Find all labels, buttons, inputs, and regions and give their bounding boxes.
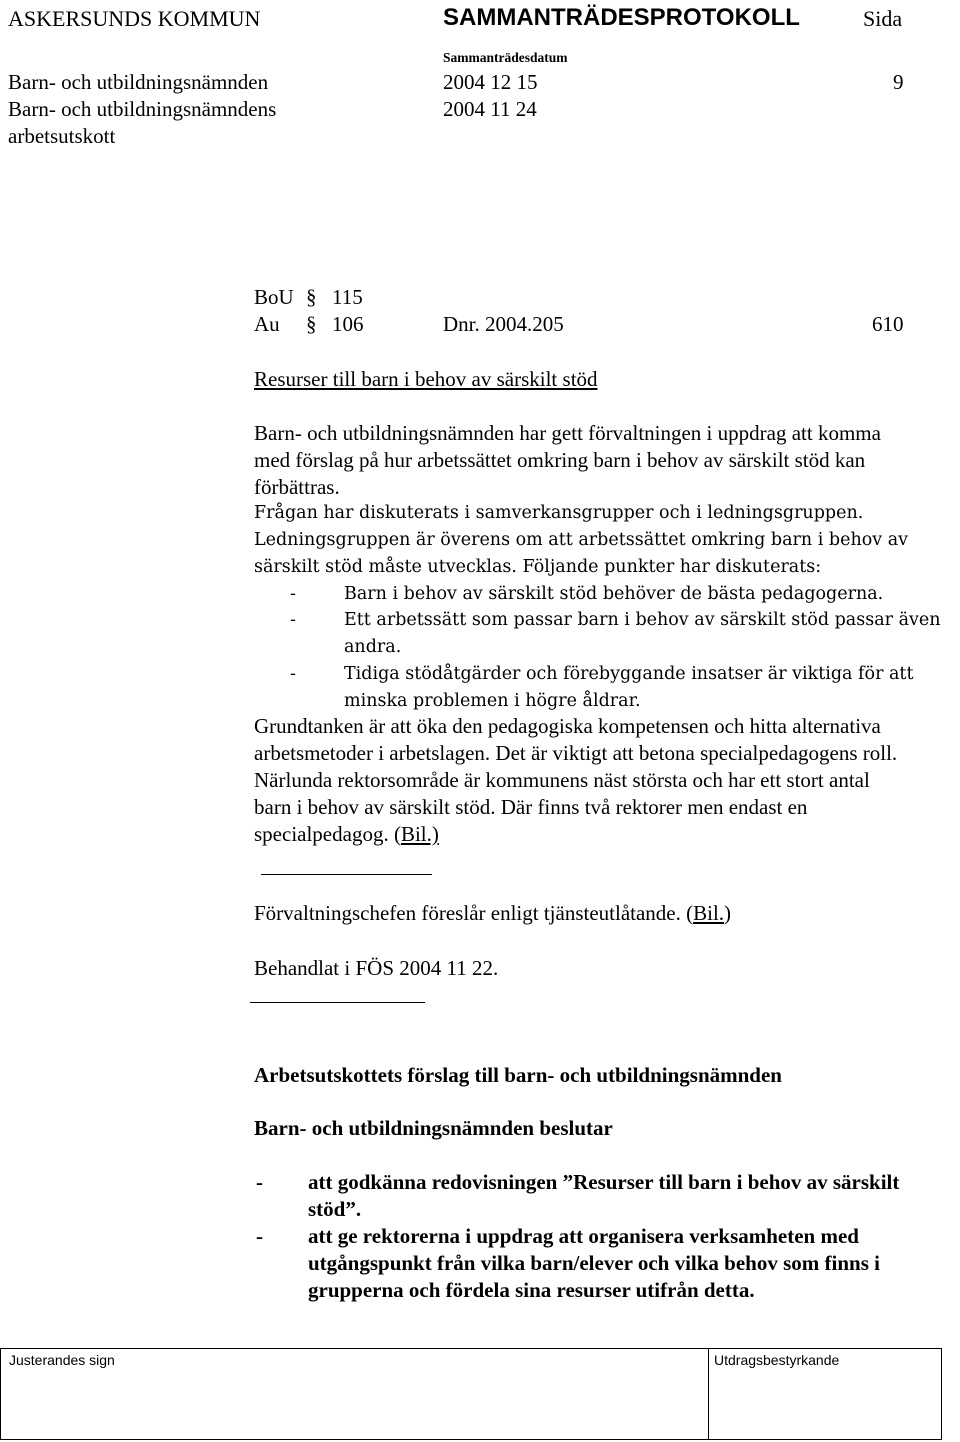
proposal-text: Förvaltningschefen föreslår enligt tjänsteutlåtande. ( [254, 901, 694, 925]
discussion-text: särskilt stöd måste utvecklas. [254, 557, 517, 577]
intro-line: förbättras. [254, 475, 340, 499]
extract-certification-label: Utdragsbestyrkande [714, 1352, 840, 1368]
body-date: 2004 12 15 [443, 70, 538, 94]
decision-dash: - [256, 1224, 263, 1248]
conclusion-line: barn i behov av särskilt stöd. Där finns två rektorer men endast en [254, 795, 808, 819]
bullet-point-cont: minska problemen i högre åldrar. [344, 691, 641, 711]
decision-dash: - [256, 1170, 263, 1194]
decision-item-line: att ge rektorerna i uppdrag att organisera verksamheten med [308, 1224, 859, 1248]
bullet-point-cont: andra. [344, 637, 402, 657]
intro-line: Barn- och utbildningsnämnden har gett förvaltningen i uppdrag att komma [254, 421, 881, 445]
case-ref-bou-body: BoU [254, 285, 294, 309]
page-label: Sida [863, 6, 903, 31]
bullet-dash: - [290, 610, 296, 630]
conclusion-line: Grundtanken är att öka den pedagogiska kompetensen och hitta alternativa [254, 714, 881, 738]
conclusion-line: Närlunda rektorsområde är kommunens näst största och har ett stort antal [254, 768, 870, 792]
file-code: 610 [872, 312, 904, 336]
proposal-line [254, 900, 731, 927]
municipality-name: ASKERSUNDS KOMMUN [8, 6, 261, 31]
case-ref-bou-symbol: § [306, 285, 317, 309]
intro-line: med förslag på hur arbetssättet omkring barn i behov av särskilt stöd kan [254, 448, 866, 472]
handled-note: Behandlat i FÖS 2004 11 22. [254, 956, 499, 980]
body-name: Barn- och utbildningsnämnden [8, 70, 269, 94]
decision-subheading: Barn- och utbildningsnämnden beslutar [254, 1116, 613, 1140]
discussion-line: Frågan har diskuterats i samverkansgrupper och i ledningsgruppen. [254, 503, 864, 523]
discussion-line: Ledningsgruppen är överens om att arbetssättet omkring barn i behov av [254, 530, 909, 550]
committee-name: Barn- och utbildningsnämndens [8, 97, 277, 121]
case-ref-au-symbol: § [306, 312, 317, 336]
page-number: 9 [893, 70, 904, 94]
bullet-point: Ett arbetssätt som passar barn i behov av särskilt stöd passar även [344, 610, 941, 630]
diary-number: Dnr. 2004.205 [443, 312, 564, 336]
proposal-tail: ) [724, 901, 732, 925]
section-divider [261, 874, 432, 875]
case-title: Resurser till barn i behov av särskilt stöd [254, 367, 598, 391]
bullet-point: Tidiga stödåtgärder och förebyggande insatser är viktiga för att [344, 664, 914, 684]
committee-date: 2004 11 24 [443, 97, 537, 121]
case-ref-au-body: Au [254, 312, 280, 336]
attachment-link[interactable]: Bil. [693, 901, 725, 925]
points-intro: Följande punkter har diskuterats: [522, 557, 822, 577]
bullet-dash: - [290, 664, 296, 684]
justifier-signature-label: Justerandes sign [9, 1352, 115, 1368]
signature-box [0, 1348, 942, 1440]
meeting-date-label: Sammanträdesdatum [443, 50, 568, 65]
section-divider [250, 1002, 425, 1003]
decision-item-line: att godkänna redovisningen ”Resurser till barn i behov av särskilt [308, 1170, 900, 1194]
decision-heading: Arbetsutskottets förslag till barn- och utbildningsnämnden [254, 1063, 782, 1087]
case-ref-bou-number: 115 [332, 285, 363, 309]
conclusion-text: specialpedagog. ( [254, 822, 401, 846]
attachment-link[interactable]: Bil.) [400, 822, 439, 846]
bullet-dash: - [290, 584, 296, 604]
conclusion-line: arbetsmetoder i arbetslagen. Det är viktigt att betona specialpedagogens roll. [254, 741, 898, 765]
decision-item-line: stöd”. [308, 1197, 362, 1221]
committee-name-cont: arbetsutskott [8, 124, 116, 148]
case-ref-au-number: 106 [332, 312, 364, 336]
bullet-point: Barn i behov av särskilt stöd behöver de bästa pedagogerna. [344, 584, 884, 604]
conclusion-last-line [254, 821, 439, 848]
decision-item-line: grupperna och fördela sina resurser utifrån detta. [308, 1278, 755, 1302]
discussion-line [254, 554, 821, 581]
document-type-title: SAMMANTRÄDESPROTOKOLL [443, 4, 800, 31]
signature-divider [708, 1349, 709, 1439]
decision-item-line: utgångspunkt från vilka barn/elever och vilka behov som finns i [308, 1251, 880, 1275]
